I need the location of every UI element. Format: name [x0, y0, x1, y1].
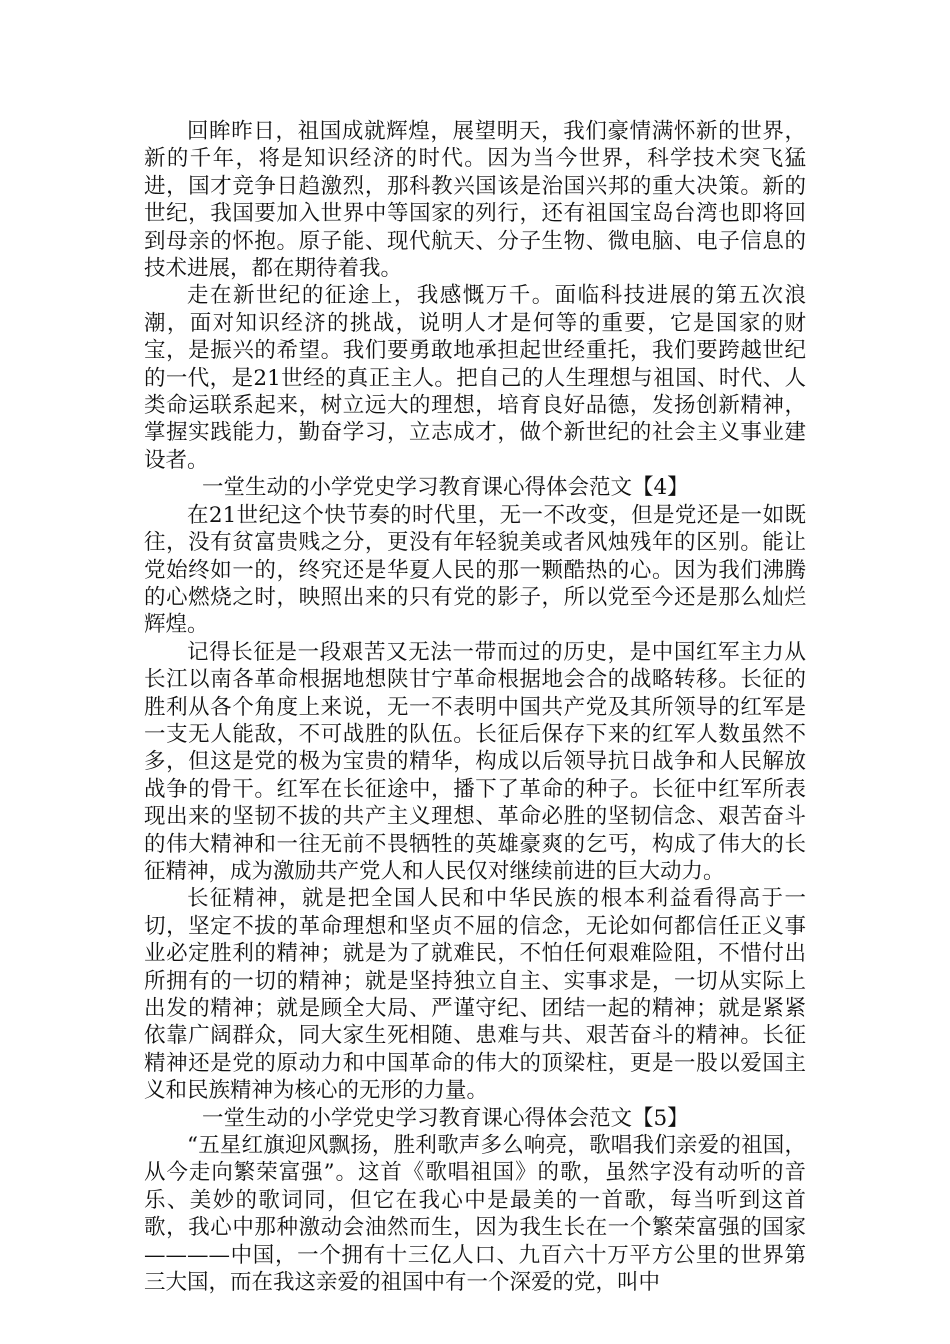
- paragraph-4: 记得长征是一段艰苦又无法一带而过的历史，是中国红军主力从长江以南各革命根据地想陕甘宁革命根据地会合的战略转移。长征的胜利从各个角度上来说，无一不表明中国共产党及其所领导的红军是一支无人能敌，不可战胜的队伍。长征后保存下来的红军人数虽然不多，但这是党的极为宝贵的精华，构成以后领导抗日战争和人民解放战争的骨干。红军在长征途中，播下了革命的种子。长征中红军所表现出来的坚韧不拔的共产主义理想、革命必胜的坚韧信念、艰苦奋斗的伟大精神和一往无前不畏牺牲的英雄豪爽的乞丐，构成了伟大的长征精神，成为激励共产党人和人民仅对继续前进的巨大动力。: [144, 639, 806, 884]
- section-heading-4: 一堂生动的小学党史学习教育课心得体会范文【4】: [202, 475, 689, 501]
- paragraph-1: 回眸昨日，祖国成就辉煌，展望明天，我们豪情满怀新的世界，新的千年，将是知识经济的时代。因为当今世界，科学技术突飞猛进，国才竞争日趋激烈，那科教兴国该是治国兴邦的重大决策。新的世纪，我国要加入世界中等国家的列行，还有祖国宝岛台湾也即将回到母亲的怀抱。原子能、现代航天、分子生物、微电脑、电子信息的技术进展，都在期待着我。: [144, 119, 806, 282]
- document-page: [144, 118, 806, 1296]
- paragraph-3: 在21世纪这个快节奏的时代里，无一不改变，但是党还是一如既往，没有贫富贵贱之分，更没有年轻貌美或者风烛残年的区别。能让党始终如一的，终究还是华夏人民的那一颗酷热的心。因为我们沸腾的心燃烧之时，映照出来的只有党的影子，所以党至今还是那么灿烂辉煌。: [144, 502, 806, 638]
- paragraph-2: 走在新世纪的征途上，我感慨万千。面临科技进展的第五次浪潮，面对知识经济的挑战，说明人才是何等的重要，它是国家的财宝，是振兴的希望。我们要勇敢地承担起世经重托，我们要跨越世纪的一代，是21世经的真正主人。把自己的人生理想与祖国、时代、人类命运联系起来，树立远大的理想，培育良好品德，发扬创新精神，掌握实践能力，勤奋学习，立志成才，做个新世纪的社会主义事业建设者。: [144, 283, 806, 473]
- section-heading-5: 一堂生动的小学党史学习教育课心得体会范文【5】: [202, 1105, 689, 1131]
- paragraph-5: 长征精神，就是把全国人民和中华民族的根本利益看得高于一切，坚定不拔的革命理想和坚贞不屈的信念，无论如何都信任正义事业必定胜利的精神；就是为了就难民，不怕任何艰难险阻，不惜付出所拥有的一切的精神；就是坚持独立自主、实事求是，一切从实际上出发的精神；就是顾全大局、严谨守纪、团结一起的精神；就是紧紧依靠广阔群众，同大家生死相随、患难与共、艰苦奋斗的精神。长征精神还是党的原动力和中国革命的伟大的顶梁柱，更是一股以爱国主义和民族精神为核心的无形的力量。: [144, 886, 806, 1104]
- paragraph-6: “五星红旗迎风飘扬，胜利歌声多么响亮，歌唱我们亲爱的祖国，从今走向繁荣富强”。这首《歌唱祖国》的歌，虽然字没有动听的音乐、美妙的歌词同，但它在我心中是最美的一首歌，每当听到这首歌，我心中那种激动会油然而生，因为我生长在一个繁荣富强的国家————中国，一个拥有十三亿人口、九百六十万平方公里的世界第三大国，而在我这亲爱的祖国中有一个深爱的党，叫中: [144, 1133, 806, 1296]
